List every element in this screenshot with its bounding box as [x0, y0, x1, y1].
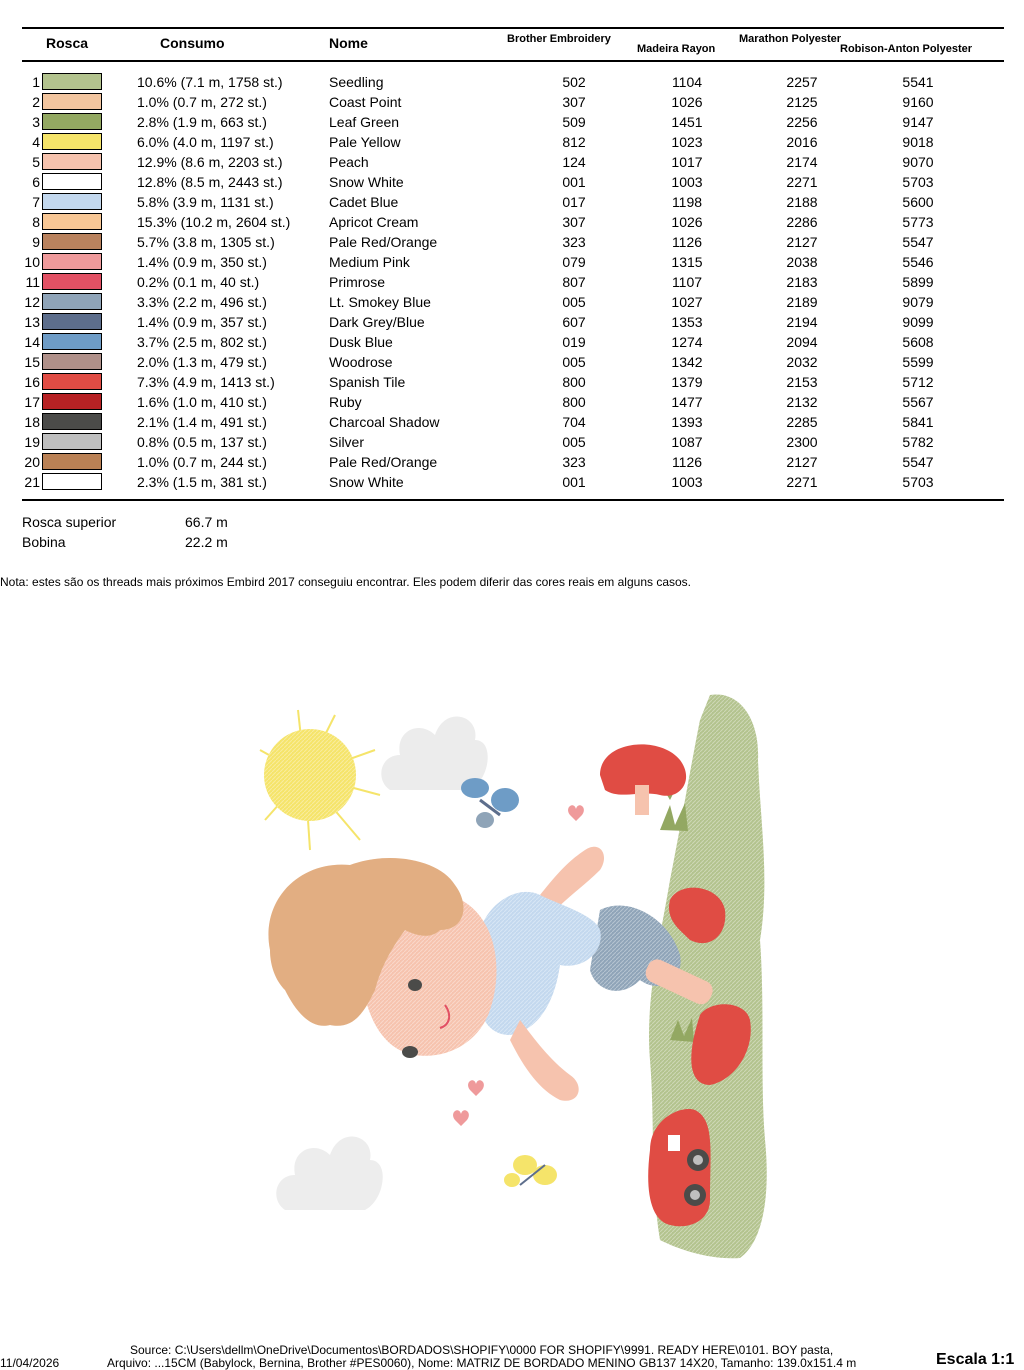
robison-code: 5608 [902, 334, 934, 350]
thread-number: 13 [24, 314, 40, 330]
table-row [0, 392, 1024, 412]
madeira-code: 1198 [671, 194, 703, 210]
brother-code: 001 [562, 174, 586, 190]
color-swatch [42, 393, 102, 410]
thread-consumption: 2.1% (1.4 m, 491 st.) [137, 414, 267, 430]
marathon-code: 2271 [786, 174, 818, 190]
thread-consumption: 7.3% (4.9 m, 1413 st.) [137, 374, 275, 390]
thread-name: Peach [329, 154, 369, 170]
thread-name: Seedling [329, 74, 384, 90]
thread-number: 1 [32, 74, 40, 90]
thread-number: 15 [24, 354, 40, 370]
marathon-code: 2016 [786, 134, 818, 150]
table-row [0, 172, 1024, 192]
madeira-code: 1003 [671, 174, 703, 190]
thread-number: 4 [32, 134, 40, 150]
brother-code: 017 [562, 194, 586, 210]
color-swatch [42, 333, 102, 350]
thread-name: Pale Yellow [329, 134, 401, 150]
cloud-bottom [276, 1136, 382, 1210]
table-row [0, 372, 1024, 392]
brother-code: 812 [562, 134, 586, 150]
marathon-code: 2257 [786, 74, 818, 90]
color-swatch [42, 213, 102, 230]
thread-number: 2 [32, 94, 40, 110]
marathon-code: 2174 [786, 154, 818, 170]
brother-code: 124 [562, 154, 586, 170]
car [648, 1109, 710, 1226]
bobbin-value: 22.2 m [185, 534, 228, 550]
color-swatch [42, 93, 102, 110]
brother-code: 800 [562, 394, 586, 410]
robison-code: 9079 [902, 294, 934, 310]
brother-code: 307 [562, 94, 586, 110]
thread-name: Snow White [329, 174, 404, 190]
brother-code: 323 [562, 454, 586, 470]
color-swatch [42, 253, 102, 270]
marathon-code: 2194 [786, 314, 818, 330]
robison-code: 5547 [902, 454, 934, 470]
thread-number: 8 [32, 214, 40, 230]
madeira-code: 1379 [671, 374, 703, 390]
madeira-code: 1451 [671, 114, 703, 130]
thread-name: Coast Point [329, 94, 402, 110]
table-row [0, 152, 1024, 172]
marathon-code: 2127 [786, 234, 818, 250]
thread-number: 21 [24, 474, 40, 490]
thread-number: 20 [24, 454, 40, 470]
brother-code: 005 [562, 354, 586, 370]
thread-number: 16 [24, 374, 40, 390]
brother-code: 001 [562, 474, 586, 490]
robison-code: 5600 [902, 194, 934, 210]
robison-code: 5782 [902, 434, 934, 450]
color-swatch [42, 353, 102, 370]
table-row [0, 352, 1024, 372]
thread-number: 19 [24, 434, 40, 450]
madeira-code: 1026 [671, 94, 703, 110]
madeira-code: 1342 [671, 354, 703, 370]
upper-thread-value: 66.7 m [185, 514, 228, 530]
brother-code: 005 [562, 294, 586, 310]
robison-code: 9070 [902, 154, 934, 170]
brother-code: 607 [562, 314, 586, 330]
thread-name: Pale Red/Orange [329, 454, 438, 470]
thread-name: Ruby [329, 394, 362, 410]
brother-code: 307 [562, 214, 586, 230]
thread-number: 11 [25, 274, 40, 290]
thread-consumption: 3.3% (2.2 m, 496 st.) [137, 294, 267, 310]
color-swatch [42, 113, 102, 130]
thread-consumption: 15.3% (10.2 m, 2604 st.) [137, 214, 291, 230]
thread-number: 18 [24, 414, 40, 430]
marathon-code: 2032 [786, 354, 818, 370]
thread-consumption: 6.0% (4.0 m, 1197 st.) [137, 134, 274, 150]
marathon-code: 2256 [786, 114, 818, 130]
thread-name: Apricot Cream [329, 214, 419, 230]
marathon-code: 2300 [786, 434, 818, 450]
marathon-code: 2189 [786, 294, 818, 310]
robison-code: 5773 [902, 214, 934, 230]
header-rosca: Rosca [46, 35, 89, 51]
header-nome: Nome [329, 35, 368, 51]
header-brother: Brother Embroidery [507, 33, 611, 45]
thread-name: Cadet Blue [329, 194, 399, 210]
thread-number: 6 [32, 174, 40, 190]
madeira-code: 1017 [671, 154, 703, 170]
brother-code: 509 [562, 114, 586, 130]
robison-code: 5703 [902, 474, 934, 490]
thread-name: Woodrose [329, 354, 393, 370]
robison-code: 5547 [902, 234, 934, 250]
madeira-code: 1104 [671, 74, 703, 90]
thread-number: 10 [24, 254, 40, 270]
marathon-code: 2132 [786, 394, 818, 410]
thread-consumption: 12.8% (8.5 m, 2443 st.) [137, 174, 283, 190]
brother-code: 704 [562, 414, 586, 430]
thread-name: Dusk Blue [329, 334, 393, 350]
robison-code: 5541 [902, 74, 934, 90]
table-row [0, 92, 1024, 112]
madeira-code: 1274 [671, 334, 703, 350]
table-row [0, 252, 1024, 272]
marathon-code: 2127 [786, 454, 818, 470]
thread-number: 3 [32, 114, 40, 130]
color-swatch [42, 373, 102, 390]
thread-consumption: 1.4% (0.9 m, 350 st.) [137, 254, 267, 270]
madeira-code: 1087 [671, 434, 703, 450]
brother-code: 005 [562, 434, 586, 450]
table-row [0, 212, 1024, 232]
thread-consumption: 1.4% (0.9 m, 357 st.) [137, 314, 267, 330]
thread-name: Charcoal Shadow [329, 414, 440, 430]
thread-name: Leaf Green [329, 114, 400, 130]
footer-date: 11/04/2026 [0, 1356, 60, 1370]
marathon-code: 2094 [786, 334, 818, 350]
embroidery-preview [240, 680, 780, 1270]
thread-name: Spanish Tile [329, 374, 406, 390]
footer-file: Arquivo: ...15CM (Babylock, Bernina, Brother #PES0060), Nome: MATRIZ DE BORDADO MENINO GB137 14X20, Tamanho: 139.0x151.4 m [107, 1356, 857, 1370]
color-swatch [42, 173, 102, 190]
madeira-code: 1353 [671, 314, 703, 330]
madeira-code: 1027 [671, 294, 703, 310]
color-swatch [42, 473, 102, 490]
marathon-code: 2285 [786, 414, 818, 430]
madeira-code: 1003 [671, 474, 703, 490]
robison-code: 9099 [902, 314, 934, 330]
marathon-code: 2286 [786, 214, 818, 230]
brother-code: 502 [562, 74, 586, 90]
header-marathon: Marathon Polyester [739, 33, 842, 45]
header-madeira: Madeira Rayon [637, 43, 716, 55]
thread-number: 14 [24, 334, 40, 350]
color-swatch [42, 153, 102, 170]
table-row [0, 232, 1024, 252]
color-swatch [42, 193, 102, 210]
robison-code: 5567 [902, 394, 934, 410]
color-swatch [42, 433, 102, 450]
table-row [0, 412, 1024, 432]
table-row [0, 132, 1024, 152]
marathon-code: 2188 [786, 194, 818, 210]
table-row [0, 192, 1024, 212]
table-row [0, 332, 1024, 352]
brother-code: 800 [562, 374, 586, 390]
thread-number: 9 [32, 234, 40, 250]
madeira-code: 1023 [671, 134, 703, 150]
madeira-code: 1477 [671, 394, 703, 410]
brother-code: 019 [562, 334, 586, 350]
robison-code: 9160 [902, 94, 934, 110]
color-swatch [42, 313, 102, 330]
thread-number: 5 [32, 154, 40, 170]
footer-scale: Escala 1:1 [936, 1351, 1015, 1368]
thread-consumption: 12.9% (8.6 m, 2203 st.) [137, 154, 283, 170]
bobbin-label: Bobina [22, 534, 66, 550]
thread-consumption: 1.0% (0.7 m, 244 st.) [137, 454, 267, 470]
color-swatch [42, 233, 102, 250]
color-swatch [42, 73, 102, 90]
robison-code: 5712 [902, 374, 934, 390]
thread-number: 7 [32, 194, 40, 210]
thread-consumption: 2.0% (1.3 m, 479 st.) [137, 354, 267, 370]
marathon-code: 2125 [786, 94, 818, 110]
thread-name: Lt. Smokey Blue [329, 294, 431, 310]
color-swatch [42, 413, 102, 430]
thread-name: Silver [329, 434, 365, 450]
thread-consumption: 1.0% (0.7 m, 272 st.) [137, 94, 267, 110]
thread-name: Medium Pink [329, 254, 410, 270]
madeira-code: 1315 [671, 254, 703, 270]
brother-code: 079 [562, 254, 586, 270]
butterfly-yellow [504, 1155, 557, 1187]
thread-consumption: 5.7% (3.8 m, 1305 st.) [137, 234, 275, 250]
marathon-code: 2038 [786, 254, 818, 270]
thread-name: Dark Grey/Blue [329, 314, 425, 330]
marathon-code: 2271 [786, 474, 818, 490]
table-row [0, 272, 1024, 292]
thread-consumption: 1.6% (1.0 m, 410 st.) [137, 394, 267, 410]
marathon-code: 2183 [786, 274, 818, 290]
thread-consumption: 0.8% (0.5 m, 137 st.) [137, 434, 267, 450]
robison-code: 5841 [902, 414, 934, 430]
table-row [0, 72, 1024, 92]
header-bottom-rule [22, 60, 1004, 62]
table-top-rule [22, 27, 1004, 29]
madeira-code: 1126 [671, 234, 703, 250]
thread-name: Pale Red/Orange [329, 234, 438, 250]
color-swatch [42, 273, 102, 290]
robison-code: 5703 [902, 174, 934, 190]
madeira-code: 1126 [671, 454, 703, 470]
table-row [0, 452, 1024, 472]
thread-note: Nota: estes são os threads mais próximos Embird 2017 conseguiu encontrar. Eles podem diferir das cores reais em alguns casos. [0, 575, 692, 589]
table-row [0, 472, 1024, 492]
color-swatch [42, 293, 102, 310]
madeira-code: 1107 [671, 274, 703, 290]
robison-code: 5899 [902, 274, 934, 290]
robison-code: 5599 [902, 354, 934, 370]
robison-code: 9018 [902, 134, 934, 150]
marathon-code: 2153 [786, 374, 818, 390]
table-row [0, 312, 1024, 332]
table-row [0, 292, 1024, 312]
color-swatch [42, 453, 102, 470]
robison-code: 9147 [902, 114, 934, 130]
thread-consumption: 2.8% (1.9 m, 663 st.) [137, 114, 267, 130]
thread-number: 17 [24, 394, 40, 410]
table-row [0, 112, 1024, 132]
thread-consumption: 2.3% (1.5 m, 381 st.) [137, 474, 267, 490]
thread-number: 12 [24, 294, 40, 310]
brother-code: 807 [562, 274, 586, 290]
table-bottom-rule [22, 499, 1004, 501]
thread-name: Primrose [329, 274, 386, 290]
thread-consumption: 5.8% (3.9 m, 1131 st.) [137, 194, 274, 210]
table-row [0, 432, 1024, 452]
thread-consumption: 10.6% (7.1 m, 1758 st.) [137, 74, 283, 90]
footer-source: Source: C:\Users\dellm\OneDrive\Documentos\BORDADOS\SHOPIFY\0000 FOR SHOPIFY\9991. READY HERE\0101. BOY pasta, [130, 1343, 834, 1357]
thread-consumption: 3.7% (2.5 m, 802 st.) [137, 334, 267, 350]
brother-code: 323 [562, 234, 586, 250]
madeira-code: 1393 [671, 414, 703, 430]
thread-name: Snow White [329, 474, 404, 490]
color-swatch [42, 133, 102, 150]
robison-code: 5546 [902, 254, 934, 270]
madeira-code: 1026 [671, 214, 703, 230]
header-consumo: Consumo [160, 35, 225, 51]
header-robison: Robison-Anton Polyester [840, 43, 973, 55]
upper-thread-label: Rosca superior [22, 514, 117, 530]
butterfly-blue [461, 778, 519, 828]
thread-consumption: 0.2% (0.1 m, 40 st.) [137, 274, 260, 290]
